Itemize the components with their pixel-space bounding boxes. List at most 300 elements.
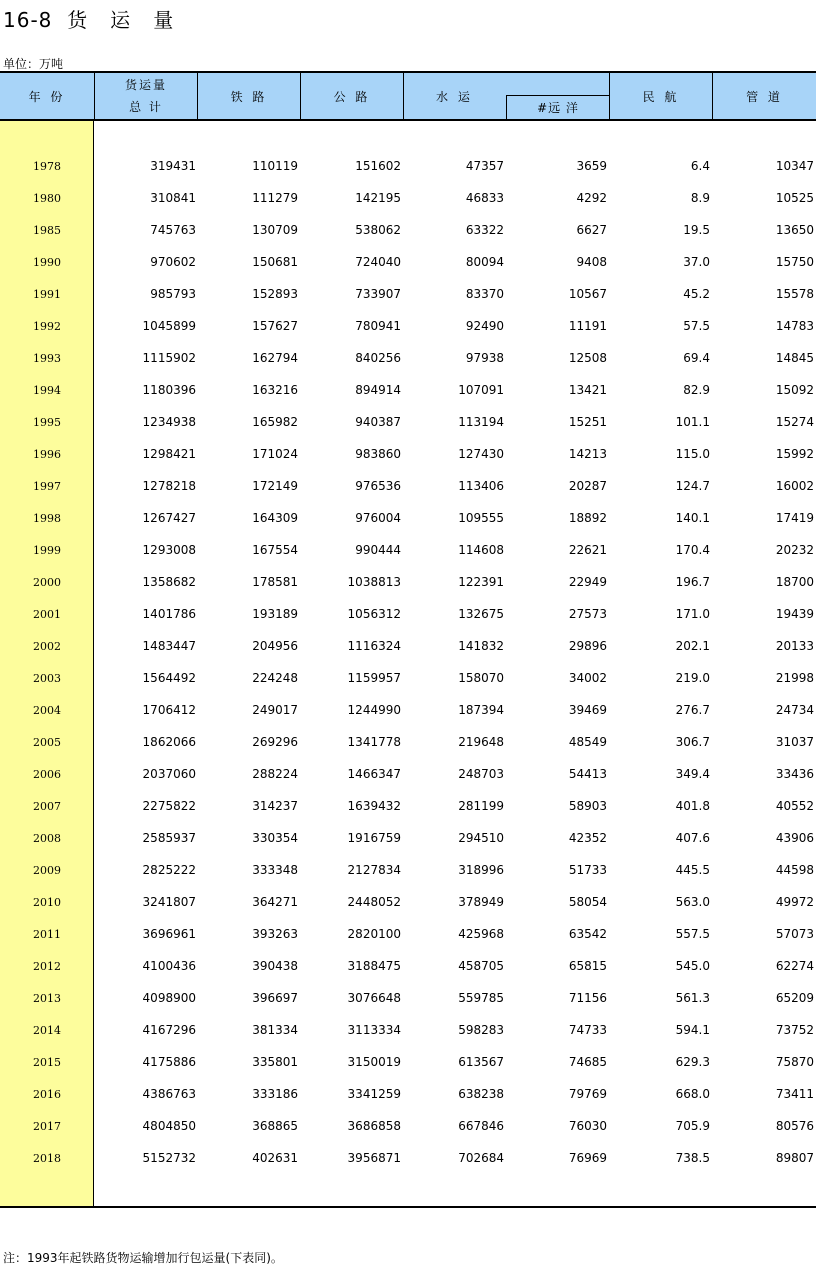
cell-road: 538062 <box>355 223 401 237</box>
row-year: 2001 <box>33 608 61 621</box>
cell-road: 976004 <box>355 511 401 525</box>
cell-road: 1159957 <box>347 671 401 685</box>
row-year: 1978 <box>33 160 61 173</box>
cell-road: 142195 <box>355 191 401 205</box>
cell-water: 47357 <box>465 159 504 173</box>
cell-pipeline: 15578 <box>775 287 814 301</box>
row-year: 1995 <box>33 416 61 429</box>
cell-water: 248703 <box>458 767 504 781</box>
cell-water: 294510 <box>458 831 504 845</box>
cell-road: 3188475 <box>347 959 401 973</box>
cell-total: 745763 <box>150 223 196 237</box>
cell-rail: 333186 <box>252 1087 298 1101</box>
cell-rail: 396697 <box>252 991 298 1005</box>
cell-water: 97938 <box>465 351 504 365</box>
cell-ocean: 15251 <box>568 415 607 429</box>
cell-air: 349.4 <box>675 767 710 781</box>
cell-road: 3341259 <box>347 1087 401 1101</box>
row-year: 1996 <box>33 448 61 461</box>
cell-total: 1401786 <box>142 607 196 621</box>
cell-ocean: 13421 <box>568 383 607 397</box>
cell-road: 3956871 <box>347 1151 401 1165</box>
cell-pipeline: 89807 <box>775 1151 814 1165</box>
cell-rail: 335801 <box>252 1055 298 1069</box>
cell-pipeline: 17419 <box>775 511 814 525</box>
cell-air: 6.4 <box>690 159 710 173</box>
header-rail: 铁 路 <box>230 89 268 104</box>
cell-pipeline: 73411 <box>775 1087 814 1101</box>
cell-road: 780941 <box>355 319 401 333</box>
cell-air: 594.1 <box>675 1023 710 1037</box>
cell-total: 4175886 <box>142 1055 196 1069</box>
cell-air: 563.0 <box>675 895 710 909</box>
cell-rail: 150681 <box>252 255 298 269</box>
cell-water: 92490 <box>465 319 504 333</box>
cell-ocean: 65815 <box>568 959 607 973</box>
cell-road: 894914 <box>355 383 401 397</box>
cell-rail: 224248 <box>252 671 298 685</box>
cell-ocean: 27573 <box>568 607 607 621</box>
cell-air: 561.3 <box>675 991 710 1005</box>
cell-total: 1564492 <box>142 671 196 685</box>
cell-water: 559785 <box>458 991 504 1005</box>
cell-road: 3686858 <box>347 1119 401 1133</box>
cell-pipeline: 15992 <box>775 447 814 461</box>
cell-pipeline: 14845 <box>775 351 814 365</box>
cell-ocean: 11191 <box>568 319 607 333</box>
table-row <box>0 441 816 473</box>
table-header <box>0 71 816 121</box>
cell-water: 63322 <box>465 223 504 237</box>
cell-road: 2448052 <box>347 895 401 909</box>
cell-total: 985793 <box>150 287 196 301</box>
cell-road: 976536 <box>355 479 401 493</box>
cell-rail: 381334 <box>252 1023 298 1037</box>
cell-air: 276.7 <box>675 703 710 717</box>
cell-air: 124.7 <box>675 479 710 493</box>
cell-water: 46833 <box>465 191 504 205</box>
cell-road: 2820100 <box>347 927 401 941</box>
cell-water: 281199 <box>458 799 504 813</box>
cell-pipeline: 20232 <box>775 543 814 557</box>
cell-ocean: 54413 <box>568 767 607 781</box>
row-year: 2014 <box>33 1024 61 1037</box>
cell-rail: 368865 <box>252 1119 298 1133</box>
cell-total: 970602 <box>150 255 196 269</box>
cell-air: 407.6 <box>675 831 710 845</box>
cell-water: 702684 <box>458 1151 504 1165</box>
cell-water: 83370 <box>465 287 504 301</box>
row-year: 1997 <box>33 480 61 493</box>
header-ocean: #远 洋 <box>537 101 579 115</box>
cell-rail: 269296 <box>252 735 298 749</box>
row-year: 1992 <box>33 320 61 333</box>
cell-pipeline: 62274 <box>775 959 814 973</box>
cell-ocean: 79769 <box>568 1087 607 1101</box>
cell-road: 840256 <box>355 351 401 365</box>
cell-total: 4386763 <box>142 1087 196 1101</box>
cell-water: 127430 <box>458 447 504 461</box>
header-total-line2: 总 计 <box>129 100 163 114</box>
cell-total: 1298421 <box>142 447 196 461</box>
table-row <box>0 313 816 345</box>
cell-air: 445.5 <box>675 863 710 877</box>
cell-rail: 167554 <box>252 543 298 557</box>
cell-total: 319431 <box>150 159 196 173</box>
cell-air: 557.5 <box>675 927 710 941</box>
row-year: 2009 <box>33 864 61 877</box>
table-row <box>0 1145 816 1177</box>
cell-pipeline: 75870 <box>775 1055 814 1069</box>
cell-ocean: 20287 <box>568 479 607 493</box>
cell-water: 113406 <box>458 479 504 493</box>
row-year: 2012 <box>33 960 61 973</box>
cell-pipeline: 40552 <box>775 799 814 813</box>
cell-rail: 178581 <box>252 575 298 589</box>
cell-water: 141832 <box>458 639 504 653</box>
cell-ocean: 6627 <box>576 223 607 237</box>
cell-air: 668.0 <box>675 1087 710 1101</box>
cell-total: 1234938 <box>142 415 196 429</box>
cell-total: 2825222 <box>142 863 196 877</box>
row-year: 1980 <box>33 192 61 205</box>
cell-ocean: 58903 <box>568 799 607 813</box>
cell-air: 705.9 <box>675 1119 710 1133</box>
cell-ocean: 12508 <box>568 351 607 365</box>
cell-rail: 333348 <box>252 863 298 877</box>
cell-pipeline: 15750 <box>775 255 814 269</box>
cell-pipeline: 10525 <box>775 191 814 205</box>
table-row <box>0 665 816 697</box>
cell-total: 2037060 <box>142 767 196 781</box>
cell-ocean: 14213 <box>568 447 607 461</box>
row-year: 2018 <box>33 1152 61 1165</box>
cell-pipeline: 73752 <box>775 1023 814 1037</box>
cell-pipeline: 13650 <box>775 223 814 237</box>
row-year: 1998 <box>33 512 61 525</box>
cell-road: 724040 <box>355 255 401 269</box>
table-row <box>0 825 816 857</box>
cell-ocean: 9408 <box>576 255 607 269</box>
footnote: 注：1993年起铁路货物运输增加行包运量(下表同)。 <box>3 1251 283 1265</box>
cell-pipeline: 43906 <box>775 831 814 845</box>
cell-rail: 152893 <box>252 287 298 301</box>
cell-ocean: 3659 <box>576 159 607 173</box>
header-total <box>95 73 197 119</box>
cell-air: 629.3 <box>675 1055 710 1069</box>
cell-water: 219648 <box>458 735 504 749</box>
table-row <box>0 249 816 281</box>
cell-water: 667846 <box>458 1119 504 1133</box>
cell-total: 310841 <box>150 191 196 205</box>
row-year: 2003 <box>33 672 61 685</box>
cell-total: 1293008 <box>142 543 196 557</box>
cell-pipeline: 14783 <box>775 319 814 333</box>
table-row <box>0 473 816 505</box>
cell-road: 990444 <box>355 543 401 557</box>
table-row <box>0 953 816 985</box>
cell-pipeline: 65209 <box>775 991 814 1005</box>
cell-total: 4167296 <box>142 1023 196 1037</box>
cell-rail: 157627 <box>252 319 298 333</box>
cell-rail: 204956 <box>252 639 298 653</box>
row-year: 2017 <box>33 1120 61 1133</box>
cell-road: 1244990 <box>347 703 401 717</box>
cell-rail: 164309 <box>252 511 298 525</box>
cell-ocean: 22949 <box>568 575 607 589</box>
table-row <box>0 921 816 953</box>
cell-total: 1862066 <box>142 735 196 749</box>
cell-water: 378949 <box>458 895 504 909</box>
table-row <box>0 1081 816 1113</box>
cell-total: 1483447 <box>142 639 196 653</box>
cell-ocean: 39469 <box>568 703 607 717</box>
row-year: 2011 <box>33 928 61 941</box>
cell-air: 69.4 <box>683 351 710 365</box>
cell-total: 1180396 <box>142 383 196 397</box>
cell-water: 318996 <box>458 863 504 877</box>
cell-total: 1045899 <box>142 319 196 333</box>
cell-road: 1639432 <box>347 799 401 813</box>
cell-rail: 165982 <box>252 415 298 429</box>
cell-air: 45.2 <box>683 287 710 301</box>
cell-ocean: 76969 <box>568 1151 607 1165</box>
cell-air: 202.1 <box>675 639 710 653</box>
cell-road: 1038813 <box>347 575 401 589</box>
cell-water: 425968 <box>458 927 504 941</box>
table-row <box>0 1113 816 1145</box>
cell-ocean: 48549 <box>568 735 607 749</box>
row-year: 2015 <box>33 1056 61 1069</box>
cell-air: 82.9 <box>683 383 710 397</box>
cell-road: 1056312 <box>347 607 401 621</box>
cell-pipeline: 31037 <box>775 735 814 749</box>
row-year: 2002 <box>33 640 61 653</box>
table-row <box>0 729 816 761</box>
cell-total: 2275822 <box>142 799 196 813</box>
table-row <box>0 537 816 569</box>
cell-water: 122391 <box>458 575 504 589</box>
cell-air: 57.5 <box>683 319 710 333</box>
cell-air: 219.0 <box>675 671 710 685</box>
header-year: 年 份 <box>28 89 66 104</box>
cell-rail: 163216 <box>252 383 298 397</box>
row-year: 1985 <box>33 224 61 237</box>
cell-ocean: 74733 <box>568 1023 607 1037</box>
cell-rail: 402631 <box>252 1151 298 1165</box>
header-total-line1: 货运量 <box>124 78 167 92</box>
cell-air: 101.1 <box>675 415 710 429</box>
cell-total: 2585937 <box>142 831 196 845</box>
cell-rail: 193189 <box>252 607 298 621</box>
cell-ocean: 76030 <box>568 1119 607 1133</box>
page-title: 16-8 货 运 量 <box>3 8 175 32</box>
header-pipeline: 管 道 <box>746 89 783 104</box>
cell-ocean: 4292 <box>576 191 607 205</box>
table-row <box>0 217 816 249</box>
cell-pipeline: 33436 <box>775 767 814 781</box>
cell-rail: 172149 <box>252 479 298 493</box>
cell-water: 132675 <box>458 607 504 621</box>
cell-rail: 314237 <box>252 799 298 813</box>
row-year: 1999 <box>33 544 61 557</box>
row-year: 2004 <box>33 704 61 717</box>
row-year: 1990 <box>33 256 61 269</box>
cell-pipeline: 19439 <box>775 607 814 621</box>
cell-total: 3241807 <box>142 895 196 909</box>
unit-label: 单位：万吨 <box>3 57 64 71</box>
table-row <box>0 185 816 217</box>
table-row <box>0 281 816 313</box>
cell-ocean: 63542 <box>568 927 607 941</box>
cell-road: 940387 <box>355 415 401 429</box>
row-year: 2006 <box>33 768 61 781</box>
cell-road: 151602 <box>355 159 401 173</box>
cell-total: 3696961 <box>142 927 196 941</box>
row-year: 2000 <box>33 576 61 589</box>
cell-pipeline: 18700 <box>775 575 814 589</box>
cell-water: 613567 <box>458 1055 504 1069</box>
cell-road: 2127834 <box>347 863 401 877</box>
cell-air: 8.9 <box>690 191 710 205</box>
cell-air: 738.5 <box>675 1151 710 1165</box>
cell-pipeline: 15092 <box>775 383 814 397</box>
cell-air: 170.4 <box>675 543 710 557</box>
table-row <box>0 889 816 921</box>
cell-pipeline: 10347 <box>775 159 814 173</box>
cell-total: 4098900 <box>142 991 196 1005</box>
header-air: 民 航 <box>642 89 680 104</box>
cell-ocean: 29896 <box>568 639 607 653</box>
cell-rail: 390438 <box>252 959 298 973</box>
cell-total: 4804850 <box>142 1119 196 1133</box>
cell-total: 4100436 <box>142 959 196 973</box>
table-row <box>0 793 816 825</box>
cell-water: 80094 <box>465 255 504 269</box>
cell-water: 598283 <box>458 1023 504 1037</box>
cell-rail: 171024 <box>252 447 298 461</box>
cell-water: 114608 <box>458 543 504 557</box>
cell-ocean: 34002 <box>568 671 607 685</box>
cell-rail: 110119 <box>252 159 298 173</box>
cell-water: 158070 <box>458 671 504 685</box>
cell-road: 1116324 <box>347 639 401 653</box>
cell-air: 115.0 <box>675 447 710 461</box>
cell-pipeline: 20133 <box>775 639 814 653</box>
cell-road: 3076648 <box>347 991 401 1005</box>
cell-road: 733907 <box>355 287 401 301</box>
cell-air: 545.0 <box>675 959 710 973</box>
table-row <box>0 985 816 1017</box>
table-row <box>0 1017 816 1049</box>
cell-air: 306.7 <box>675 735 710 749</box>
cell-water: 458705 <box>458 959 504 973</box>
cell-pipeline: 49972 <box>775 895 814 909</box>
table-row <box>0 1049 816 1081</box>
table-bottom-rule <box>0 1206 816 1208</box>
cell-total: 1706412 <box>142 703 196 717</box>
table-row <box>0 505 816 537</box>
cell-rail: 249017 <box>252 703 298 717</box>
table-row <box>0 409 816 441</box>
cell-total: 1278218 <box>142 479 196 493</box>
cell-road: 1466347 <box>347 767 401 781</box>
header-water: 水 运 <box>436 89 473 104</box>
cell-road: 1341778 <box>347 735 401 749</box>
cell-rail: 130709 <box>252 223 298 237</box>
table-row <box>0 377 816 409</box>
cell-total: 1267427 <box>142 511 196 525</box>
table-row <box>0 153 816 185</box>
cell-water: 113194 <box>458 415 504 429</box>
cell-ocean: 74685 <box>568 1055 607 1069</box>
row-year: 2013 <box>33 992 61 1005</box>
cell-air: 19.5 <box>683 223 710 237</box>
cell-ocean: 10567 <box>568 287 607 301</box>
table-row <box>0 569 816 601</box>
cell-water: 109555 <box>458 511 504 525</box>
cell-ocean: 22621 <box>568 543 607 557</box>
table-row <box>0 601 816 633</box>
row-year: 2005 <box>33 736 61 749</box>
cell-ocean: 18892 <box>568 511 607 525</box>
cell-rail: 162794 <box>252 351 298 365</box>
cell-pipeline: 21998 <box>775 671 814 685</box>
row-year: 1993 <box>33 352 61 365</box>
row-year: 2007 <box>33 800 61 813</box>
cell-rail: 364271 <box>252 895 298 909</box>
cell-air: 140.1 <box>675 511 710 525</box>
cell-air: 171.0 <box>675 607 710 621</box>
cell-ocean: 58054 <box>568 895 607 909</box>
cell-rail: 393263 <box>252 927 298 941</box>
cell-air: 401.8 <box>675 799 710 813</box>
cell-water: 638238 <box>458 1087 504 1101</box>
cell-pipeline: 15274 <box>775 415 814 429</box>
cell-air: 37.0 <box>683 255 710 269</box>
cell-pipeline: 80576 <box>775 1119 814 1133</box>
cell-ocean: 51733 <box>568 863 607 877</box>
cell-road: 983860 <box>355 447 401 461</box>
cell-pipeline: 24734 <box>775 703 814 717</box>
table-row <box>0 857 816 889</box>
cell-road: 3113334 <box>347 1023 401 1037</box>
cell-total: 5152732 <box>142 1151 196 1165</box>
cell-water: 107091 <box>458 383 504 397</box>
cell-total: 1115902 <box>142 351 196 365</box>
table-row <box>0 697 816 729</box>
row-year: 1994 <box>33 384 61 397</box>
cell-pipeline: 44598 <box>775 863 814 877</box>
cell-road: 3150019 <box>347 1055 401 1069</box>
cell-rail: 330354 <box>252 831 298 845</box>
cell-pipeline: 57073 <box>775 927 814 941</box>
cell-pipeline: 16002 <box>775 479 814 493</box>
cell-water: 187394 <box>458 703 504 717</box>
cell-ocean: 42352 <box>568 831 607 845</box>
cell-rail: 111279 <box>252 191 298 205</box>
cell-road: 1916759 <box>347 831 401 845</box>
table-row <box>0 633 816 665</box>
row-year: 2016 <box>33 1088 61 1101</box>
cell-ocean: 71156 <box>568 991 607 1005</box>
row-year: 2010 <box>33 896 61 909</box>
cell-air: 196.7 <box>675 575 710 589</box>
row-year: 1991 <box>33 288 61 301</box>
header-road: 公 路 <box>333 89 371 104</box>
cell-rail: 288224 <box>252 767 298 781</box>
table-row <box>0 345 816 377</box>
